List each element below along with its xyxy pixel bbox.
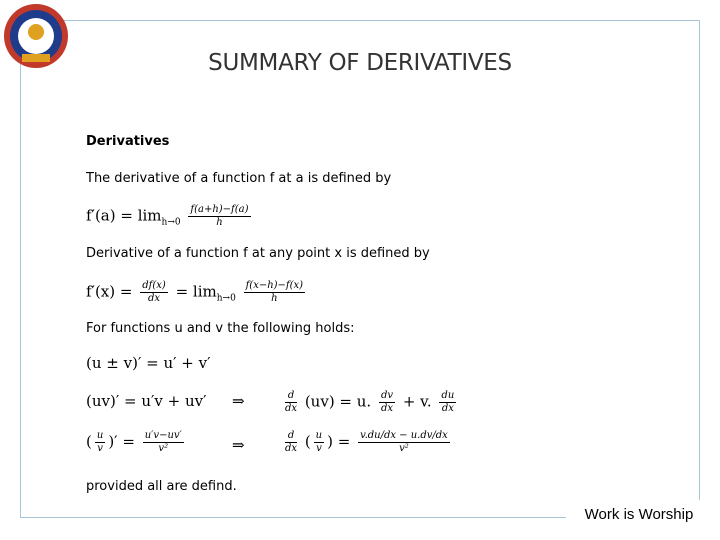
equation-quotient-rule-expanded: $\frac{d}{dx}$ ( $\frac{u}{v}$ ) = $\frac{v.du/dx - u.dv/dx}{\text{v²}}$ — [285, 430, 448, 454]
implies-arrow-1: ⇒ — [232, 392, 245, 410]
equation-derivative-at-a — [86, 204, 254, 229]
eq2-sub: h→0 — [216, 293, 236, 304]
eq1-fraction — [188, 204, 250, 229]
eq1-numerator: f(a+h)−f(a) — [190, 204, 249, 215]
eq5-quotient-denominator: v² — [158, 443, 169, 454]
eq4-dv: dv — [380, 390, 394, 401]
eq4-du: du — [441, 390, 455, 401]
eq2-mid: = lim — [175, 282, 217, 301]
eq1-sub: h→0 — [161, 217, 181, 228]
eq5-rhs-fraction — [358, 430, 450, 455]
eq2-frac2-numerator: f(x−h)−f(x) — [245, 280, 304, 291]
eq5-rhs-u-over-v — [314, 430, 324, 455]
eq5-u: u — [96, 430, 104, 441]
eq2-fraction-2 — [244, 280, 306, 305]
eq5-rhs-equals: = — [337, 432, 351, 451]
slide-title: SUMMARY OF DERIVATIVES — [208, 50, 512, 76]
eq4-du-dx — [439, 390, 456, 415]
eq5-equals: = — [122, 432, 135, 451]
eq4-dv-dx — [379, 390, 395, 415]
eq5-rhs-v: v — [316, 443, 322, 454]
equation-derivative-at-x — [86, 280, 308, 305]
eq1-lhs: f′(a) = lim — [86, 206, 162, 225]
eq4-plus-v: + v. — [402, 392, 432, 411]
eq1-denominator: h — [216, 217, 223, 228]
definition-line-2: Derivative of a function f at any point x is defined by — [86, 246, 430, 261]
eq4-dx: dx — [285, 403, 298, 414]
eq4-dx-3: dx — [441, 403, 454, 414]
definition-line-1: The derivative of a function f at a is defined by — [86, 171, 392, 186]
equation-sum-rule: (u ± v)′ = u′ + v′ — [86, 354, 211, 372]
eq5-d-dx — [285, 430, 297, 455]
eq5-v: v — [97, 443, 103, 454]
equation-quotient-rule: ( $\frac{u}{v}$ )′ = $\frac{u'v-uv'}{\text{v²}}$ — [86, 430, 182, 454]
equation-product-rule-expanded — [282, 390, 459, 415]
eq5-u-over-v — [95, 430, 105, 455]
eq5-rhs-denominator: v² — [399, 443, 409, 454]
definition-line-4: provided all are defind. — [86, 479, 237, 494]
eq5-quotient-fraction — [143, 430, 184, 455]
eq2-fraction-1 — [140, 280, 168, 305]
eq2-lhs: f′(x) = — [86, 282, 133, 301]
eq5-rhs-numerator: v.du/dx − u.dv/dx — [360, 430, 448, 441]
eq2-frac1-numerator: df(x) — [142, 280, 166, 291]
implies-arrow-2: ⇒ — [232, 436, 245, 454]
definition-line-3: For functions u and v the following holds: — [86, 321, 355, 336]
eq4-mid: (uv) = u. — [304, 392, 372, 411]
eq4-dx-2: dx — [380, 403, 394, 414]
equation-product-rule — [86, 392, 207, 410]
eq4-d-dx — [285, 390, 297, 415]
eq5-d: d — [285, 430, 297, 443]
eq5-rhs-u: u — [315, 430, 323, 441]
eq4-d: d — [285, 390, 297, 403]
eq2-frac1-denominator: dx — [148, 293, 161, 304]
eq2-frac2-denominator: h — [271, 293, 278, 304]
footer-motto: Work is Worship — [584, 506, 694, 523]
eq5-quotient-numerator: u′v−uv′ — [144, 430, 182, 441]
eq5-dx: dx — [285, 443, 298, 454]
section-heading: Derivatives — [86, 134, 170, 149]
eq4-lhs: (uv)′ = u′v + uv′ — [86, 392, 207, 410]
